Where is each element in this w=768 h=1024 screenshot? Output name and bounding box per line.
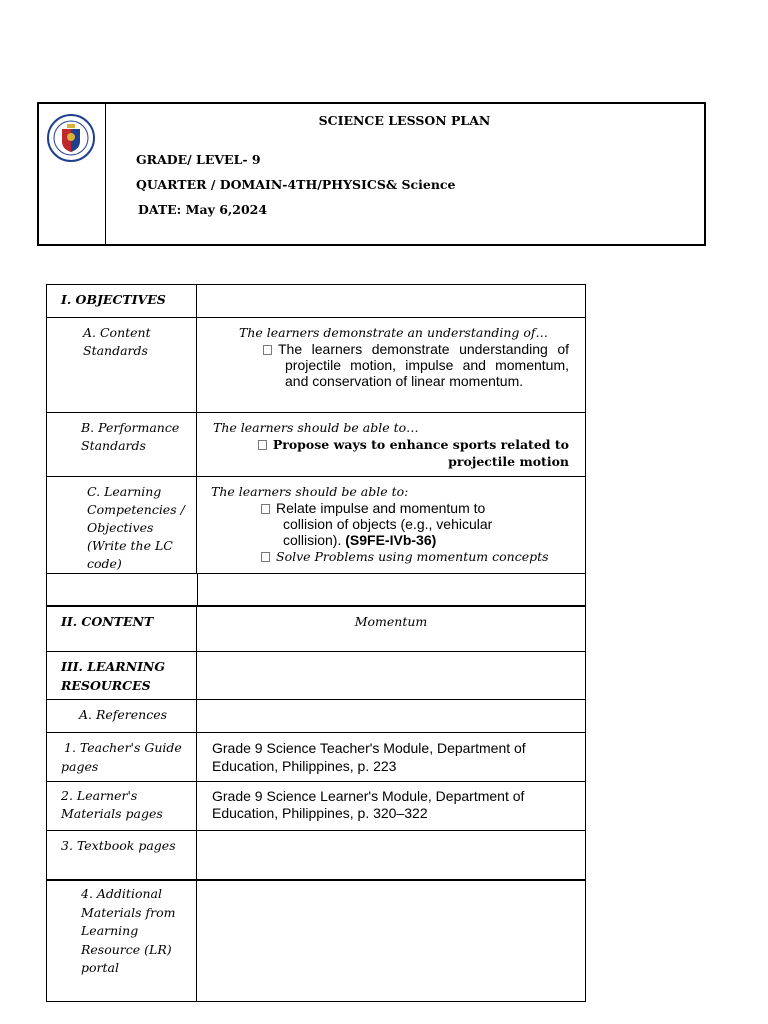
learning-competencies-intro: The learners should be able to: <box>211 484 409 499</box>
learning-resources-value <box>197 652 585 699</box>
teachers-guide-label-text: 1. Teacher's Guide pages <box>61 740 182 774</box>
performance-standards-row <box>47 412 585 476</box>
empty-label <box>47 574 197 605</box>
quarter-domain: QUARTER / DOMAIN-4TH/PHYSICS& Science <box>136 177 456 192</box>
content-standards-intro: The learners demonstrate an understanding of… <box>239 325 549 340</box>
references-label: A. References <box>47 700 197 732</box>
learning-competencies-text-1: Relate impulse and momentum to collision of objects (e.g., vehicular collision). <box>276 500 493 548</box>
learning-resources-row <box>47 651 585 699</box>
additional-materials-row <box>47 879 585 1001</box>
performance-standards-item <box>213 436 569 470</box>
learning-competencies-value <box>197 477 585 573</box>
page-title: SCIENCE LESSON PLAN <box>318 113 491 128</box>
textbook-value <box>197 831 585 879</box>
performance-standards-value <box>197 413 585 476</box>
lesson-plan-table <box>46 284 586 1002</box>
performance-standards-text: Propose ways to enhance sports related to projectile motion <box>272 437 569 469</box>
grade-level: GRADE/ LEVEL- 9 <box>136 152 261 167</box>
lesson-plan-header <box>37 102 706 246</box>
empty-value <box>197 574 585 605</box>
learning-resources-label: III. LEARNING RESOURCES <box>47 652 197 699</box>
objectives-value <box>197 285 585 317</box>
textbook-label: 3. Textbook pages <box>47 831 197 879</box>
deped-seal-icon <box>46 113 96 163</box>
learning-competencies-item-2 <box>211 548 569 565</box>
objectives-label: I. OBJECTIVES <box>47 285 197 317</box>
bullet-icon <box>258 440 267 450</box>
content-standards-value <box>197 318 585 412</box>
learners-materials-value: Grade 9 Science Learner's Module, Department of Education, Philippines, p. 320–322 <box>212 788 525 821</box>
bullet-icon <box>263 345 272 355</box>
references-value <box>197 700 585 732</box>
objectives-row <box>47 285 585 317</box>
learning-competencies-row <box>47 476 585 573</box>
content-standards-row <box>47 317 585 412</box>
learners-materials-row <box>47 781 585 830</box>
empty-row <box>47 573 585 605</box>
learning-competencies-text-2: Solve Problems using momentum concepts <box>276 549 549 564</box>
teachers-guide-row <box>47 732 585 781</box>
content-standards-label: A. Content Standards <box>47 318 197 412</box>
learners-materials-label: 2. Learner's Materials pages <box>47 782 197 830</box>
additional-materials-value <box>197 881 585 1001</box>
content-row <box>47 605 585 651</box>
performance-standards-label: B. Performance Standards <box>47 413 197 476</box>
content-value: Momentum <box>354 614 428 629</box>
teachers-guide-label <box>47 733 197 781</box>
bullet-icon <box>261 504 270 514</box>
references-row <box>47 699 585 732</box>
lesson-date: DATE: May 6,2024 <box>138 202 268 217</box>
content-standards-item <box>213 341 569 389</box>
content-standards-text: The learners demonstrate understanding of projectile motion, impulse and momentum, and conservation of linear momentum. <box>278 341 569 389</box>
lc-code: (S9FE-IVb-36) <box>345 532 437 548</box>
learning-competencies-item-1 <box>211 500 569 548</box>
textbook-row <box>47 830 585 879</box>
content-label: II. CONTENT <box>47 607 197 651</box>
learning-competencies-label: C. Learning Competencies / Objectives (Write the LC code) <box>47 477 197 573</box>
additional-materials-label: 4. Additional Materials from Learning Resource (LR) portal <box>47 881 197 1001</box>
teachers-guide-value: Grade 9 Science Teacher's Module, Department of Education, Philippines, p. 223 <box>212 740 526 774</box>
bullet-icon <box>261 552 270 562</box>
performance-standards-intro: The learners should be able to… <box>213 420 419 435</box>
